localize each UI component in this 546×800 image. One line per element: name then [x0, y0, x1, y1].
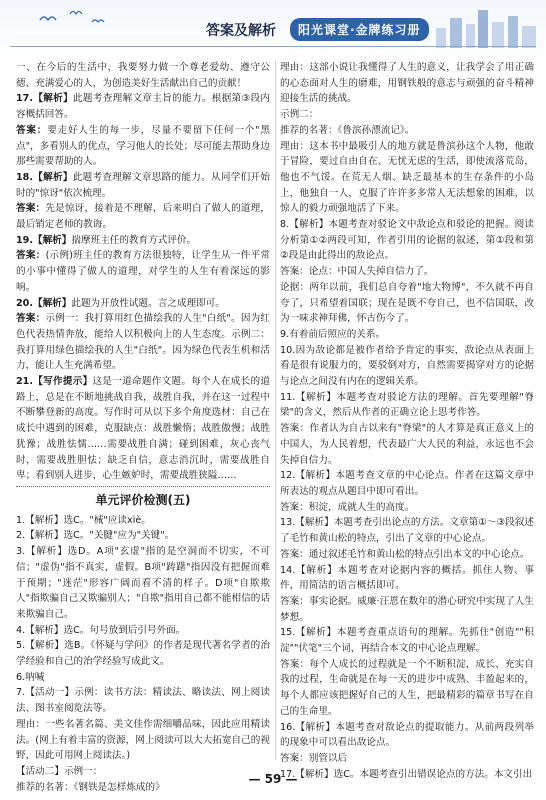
answer-paragraph: 一、在今后的生活中，我要努力做一个尊老爱幼、遵守公德、充满爱心的人，为创造美好生活献出自己的贡献！ — [16, 62, 270, 89]
question-1: 1.【解析】选C。"械"应读xiè。 — [16, 514, 151, 526]
header-rule — [10, 46, 536, 47]
right-para: 10.因为敌论都是被作者给予肯定的事实，敌论点从表面上看是很有说服力的，要驳倒对方，自然需要揭穿对方的论据与论点之间没有内在的逻辑关系。 — [280, 344, 534, 388]
question-4: 4.【解析】选C。句号放到后引号外面。 — [16, 624, 186, 636]
item-19 — [16, 233, 270, 249]
header-brand: 阳光课堂·金牌练习册 — [290, 18, 429, 41]
right-para: 论据：两年以前，我们总自夸着"地大物博"，不久就不再自夸了，只希望着国联；现在是既不夸自己，也不信国联，改为一味求神拜佛，怀古伤今了。 — [280, 281, 534, 325]
right-para: 答案：积淀，成就人生的高度。 — [280, 501, 415, 513]
right-para: 17.【解析】选C。本题考查引出错误论点的方法。本文引出 — [280, 768, 533, 780]
answer-label: 答案： — [16, 250, 46, 262]
question-6: 6.呐喊 — [16, 671, 45, 683]
question-7-book: 推荐的名著：《钢铁是怎样炼成的》 — [16, 781, 165, 793]
item-text: 此题考查理解文章主旨的能力。根据第③段内容概括回答。 — [16, 93, 270, 121]
question-7-reason: 理由：一些名著名篇、美文佳作需细嚼品味，因此应用精读法。(网上有着丰富的资源，网上阅读可以大大拓宽自己的视野，因此可用网上阅读法。) — [16, 718, 270, 762]
item-18 — [16, 170, 270, 201]
question-7-activity: 【活动二】示例一： — [16, 765, 103, 777]
right-para: 答案：事实论据。威廉·汪恩在数年的潜心研究中实现了人生梦想。 — [280, 595, 534, 623]
right-para: 9.有着前后照应的关系。 — [280, 328, 386, 340]
section-title: 单元评价检测(五) — [95, 492, 191, 507]
left-column — [16, 60, 271, 793]
answer-19 — [16, 248, 270, 295]
answer-text: 先是惊讶，接着是不理解，后来明白了做人的道理，最后销定老师的教诲。 — [16, 203, 271, 231]
birds-icon — [30, 6, 150, 30]
item-label: 17.【解析】 — [16, 93, 73, 105]
right-para: 13.【解析】本题考查引出论点的方法。文章第①～③段叙述了毛竹和黄山松的特点，引出了文章的中心论点。 — [280, 517, 534, 545]
answer-20 — [16, 311, 270, 374]
dotted-separator — [16, 486, 270, 487]
answer-text: (示例)班主任的教育方法很独特，让学生从一件平常的小事中懂得了做人的道理，对学生的人生有着深远的影响。 — [16, 250, 270, 293]
right-para: 理由：这本书中最吸引人的地方就是鲁滨孙这个人物，他敢于冒险，要过自由自在、无忧无虑的生活，即使流落荒岛，他也不气馁。在荒无人烟、缺乏最基本的生存条件的小岛上，他独自一人，克服了许许多多常人无法想象的困难，以惊人的毅力顽强地活了下来。 — [280, 140, 534, 215]
item-label: 19.【解析】 — [16, 234, 72, 246]
item-label: 20.【解析】 — [16, 297, 72, 309]
right-para: 答案：论点：中国人失掉自信力了。 — [280, 266, 434, 278]
right-para: 11.【解析】本题考查对驳论方法的理解。首先要理解"脊梁"的含义，然后从作者的正确立论上思考作答。 — [280, 391, 534, 419]
answer-text: 要走好人生的每一步，尽量不要留下任何一个"黑点"，多看别人的优点，学习他人的长处；尽可能去帮助身边那些需要帮助的人。 — [16, 124, 270, 168]
right-para: 答案：每个人成长的过程就是一个不断积淀，成长、充实自我的过程，生命就是在每一天的进步中成熟、丰盈起来的，每个人都应该把握好自己的人生，把最精彩的篇章书写在自己的生命里。 — [280, 658, 534, 717]
answer-label: 答案： — [16, 124, 48, 136]
question-7: 7.【活动一】示例：读书方法：精读法、略读法、网上阅读法、图书室阅览法等。 — [16, 687, 270, 715]
right-para: 8.【解析】本题考查对驳论文中敌论点和驳论的把握。阅读分析第①②两段可知，作者引用的论据的叙述，第①段和第②段是由此得出的敌论点。 — [280, 219, 534, 262]
right-para: 推荐的名著：《鲁滨孙漂流记》。 — [280, 124, 415, 136]
right-para: 15.【解析】本题考查重点语句的理解。先抓住"创造""积淀""伏笔"三个词，再结合本文的中心论点理解。 — [280, 627, 534, 655]
city-skyline-icon — [426, 0, 546, 60]
item-17 — [16, 91, 270, 122]
right-para: 12.【解析】本题考查文章的中心论点。作者在这篇文章中所表达的观点从题目中即可看出。 — [280, 470, 534, 497]
header-title: 答案及解析 — [206, 23, 276, 39]
right-para: 14.【解析】本题考查对论据内容的概括。抓住人物、事件，用简洁的语言概括即可。 — [280, 564, 534, 592]
question-2: 2.【解析】选C。"关腱"应为"关键"。 — [16, 530, 175, 542]
item-label: 18.【解析】 — [16, 171, 73, 183]
item-text: 此题为开放性试题。言之成理即可。 — [71, 297, 225, 309]
column-divider — [275, 60, 276, 760]
right-para: 答案：通过叙述毛竹和黄山松的特点引出本文的中心论点。 — [280, 548, 530, 560]
page-header — [0, 0, 546, 60]
item-label: 21.【写作提示】 — [16, 376, 93, 388]
item-text: 此题考查理解文章思路的能力。从同学们开始时的"惊讶"依次梳理。 — [16, 171, 270, 199]
right-para: 答案：作者认为自古以来有"脊梁"的人才算是真正意义上的中国人，为人民着想，代表最广大人民的利益，永远也不会失掉自信力。 — [280, 423, 534, 466]
item-text: 揣摩班主任的教育方式评价。 — [71, 234, 197, 246]
answer-label: 答案： — [16, 313, 46, 325]
right-para: 16.【解析】本题考查对敌论点的提取能力。从前两段列举的现象中可以看出敌论点。 — [280, 721, 534, 749]
item-text: 这是一道命题作文题。每个人在成长的道路上，总是在不断地挑战自我，战胜自我，并在这一过程中不断攀登新的高度。写作时可从以下多个角度选材：自己在成长中遇到的困难，克服缺点：战胜懒惰；战胜傲慢；战胜犹豫；战胜怯懦……需要战胜自满；碰到困难，灰心丧气时，需要战胜胆怯；缺乏自信，意志消沉时，需要战胜自卑；看到别人进步，心生嫉妒时，需要战胜狭隘…… — [16, 376, 270, 482]
answer-text: 示例一：我打算用红色描绘我的人生"白纸"。因为红色代表热情奔放，能给人以积极向上的人生态度。示例二：我打算用绿色描绘我的人生"白纸"。因为绿色代表生机和活力，能让人生充满希望。 — [16, 313, 271, 372]
item-20 — [16, 296, 270, 312]
right-para: 答案：别管以后 — [280, 752, 348, 764]
right-column — [280, 60, 534, 780]
question-5: 5.【解析】选B。《怀疑与学问》的作者是现代著名学者的治学经验和自己的治学经验写成此文。 — [16, 640, 270, 668]
page-number: — 59 — — [248, 772, 298, 786]
answer-label: 答案： — [16, 203, 46, 215]
question-3: 3.【解析】选D。A项"玄虚"指的是空洞而不切实，不可信；"虚伪"指不真实，虚假。B项"踌躇"指因没有把握而难于预期；"迷茫"形容广阔而看不清的样子。D项"自欺欺人"指欺骗自己又欺骗别人；"自欺"指用自己都不能相信的话来欺骗自己。 — [16, 546, 270, 620]
answer-17 — [16, 123, 270, 170]
answer-18 — [16, 201, 270, 232]
right-para: 理由：这部小说让我懂得了人生的意义，让我学会了用正确的心态面对人生的磨难，用钢铁般的意志与顽强的奋斗精神迎接生活的挑战。 — [280, 62, 534, 105]
right-para: 示例二： — [280, 109, 319, 121]
item-21 — [16, 374, 270, 484]
